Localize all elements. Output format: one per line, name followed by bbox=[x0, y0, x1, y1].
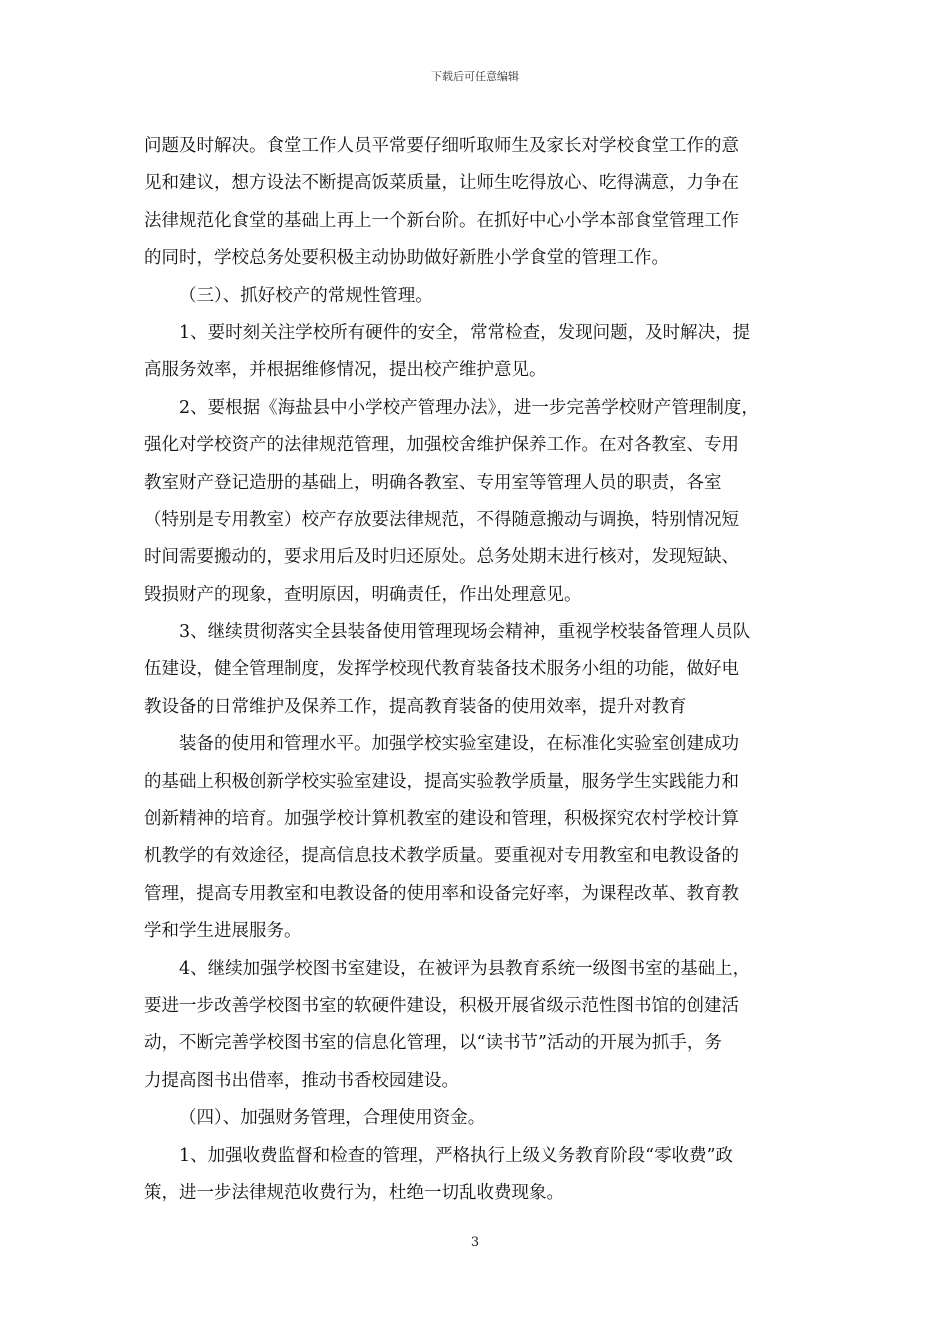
text-line: 装备的使用和管理水平。加强学校实验室建设，在标准化实验室创建成功 bbox=[179, 734, 739, 755]
text-line: 机教学的有效途径，提高信息技术教学质量。要重视对专用教室和电教设备的 bbox=[144, 846, 739, 867]
text-line: 教室财产登记造册的基础上，明确各教室、专用室等管理人员的职责，各室 bbox=[144, 472, 722, 493]
text-line: （三）、抓好校产的常规性管理。 bbox=[179, 285, 433, 306]
text-line: 管理，提高专用教室和电教设备的使用率和设备完好率，为课程改革、教育教 bbox=[144, 883, 739, 904]
page-number: 3 bbox=[470, 1235, 480, 1250]
text-line: 时间需要搬动的，要求用后及时归还原处。总务处期末进行核对，发现短缺、 bbox=[144, 547, 739, 568]
text-line: 2、要根据《海盐县中小学校产管理办法》，进一步完善学校财产管理制度， bbox=[179, 397, 759, 418]
text-line: 要进一步改善学校图书室的软硬件建设，积极开展省级示范性图书馆的创建活 bbox=[144, 995, 739, 1016]
page-header: 下载后可任意编辑 bbox=[431, 70, 519, 83]
text-line: 问题及时解决。食堂工作人员平常要仔细听取师生及家长对学校食堂工作的意 bbox=[144, 136, 739, 156]
text-line: 见和建议，想方设法不断提高饭菜质量，让师生吃得放心、吃得满意，力争在 bbox=[144, 173, 739, 194]
text-line: 高服务效率，并根据维修情况，提出校产维护意见。 bbox=[144, 360, 547, 381]
text-line: 教设备的日常维护及保养工作，提高教育装备的使用效率，提升对教育 bbox=[144, 696, 687, 717]
text-line: 3、继续贯彻落实全县装备使用管理现场会精神，重视学校装备管理人员队 bbox=[179, 622, 751, 643]
text-line: （特别是专用教室）校产存放要法律规范，不得随意搬动与调换，特别情况短 bbox=[144, 509, 739, 530]
text-line: 法律规范化食堂的基础上再上一个新台阶。在抓好中心小学本部食堂管理工作 bbox=[144, 210, 739, 231]
text-line: 4、继续加强学校图书室建设，在被评为县教育系统一级图书室的基础上， bbox=[179, 958, 751, 979]
text-line: 毁损财产的现象，查明原因，明确责任，作出处理意见。 bbox=[144, 584, 582, 605]
text-line: 1、加强收费监督和检查的管理，严格执行上级义务教育阶段“零收费”政 bbox=[179, 1145, 734, 1166]
text-line: 1、要时刻关注学校所有硬件的安全，常常检查，发现问题，及时解决，提 bbox=[179, 322, 751, 343]
body-text bbox=[144, 128, 804, 1212]
text-line: （四）、加强财务管理，合理使用资金。 bbox=[179, 1108, 486, 1129]
text-line: 的基础上积极创新学校实验室建设，提高实验教学质量，服务学生实践能力和 bbox=[144, 771, 739, 792]
text-line: 学和学生进展服务。 bbox=[144, 921, 302, 942]
text-line: 力提高图书出借率，推动书香校园建设。 bbox=[144, 1070, 459, 1091]
text-line: 策，进一步法律规范收费行为，杜绝一切乱收费现象。 bbox=[144, 1182, 564, 1203]
text-line: 创新精神的培育。加强学校计算机教室的建设和管理，积极探究农村学校计算 bbox=[144, 809, 739, 830]
text-line: 伍建设，健全管理制度，发挥学校现代教育装备技术服务小组的功能，做好电 bbox=[144, 659, 739, 680]
text-line: 强化对学校资产的法律规范管理，加强校舍维护保养工作。在对各教室、专用 bbox=[144, 435, 739, 456]
text-line: 的同时，学校总务处要积极主动协助做好新胜小学食堂的管理工作。 bbox=[144, 248, 669, 269]
text-line: 动，不断完善学校图书室的信息化管理，以“读书节”活动的开展为抓手，务 bbox=[144, 1033, 722, 1054]
